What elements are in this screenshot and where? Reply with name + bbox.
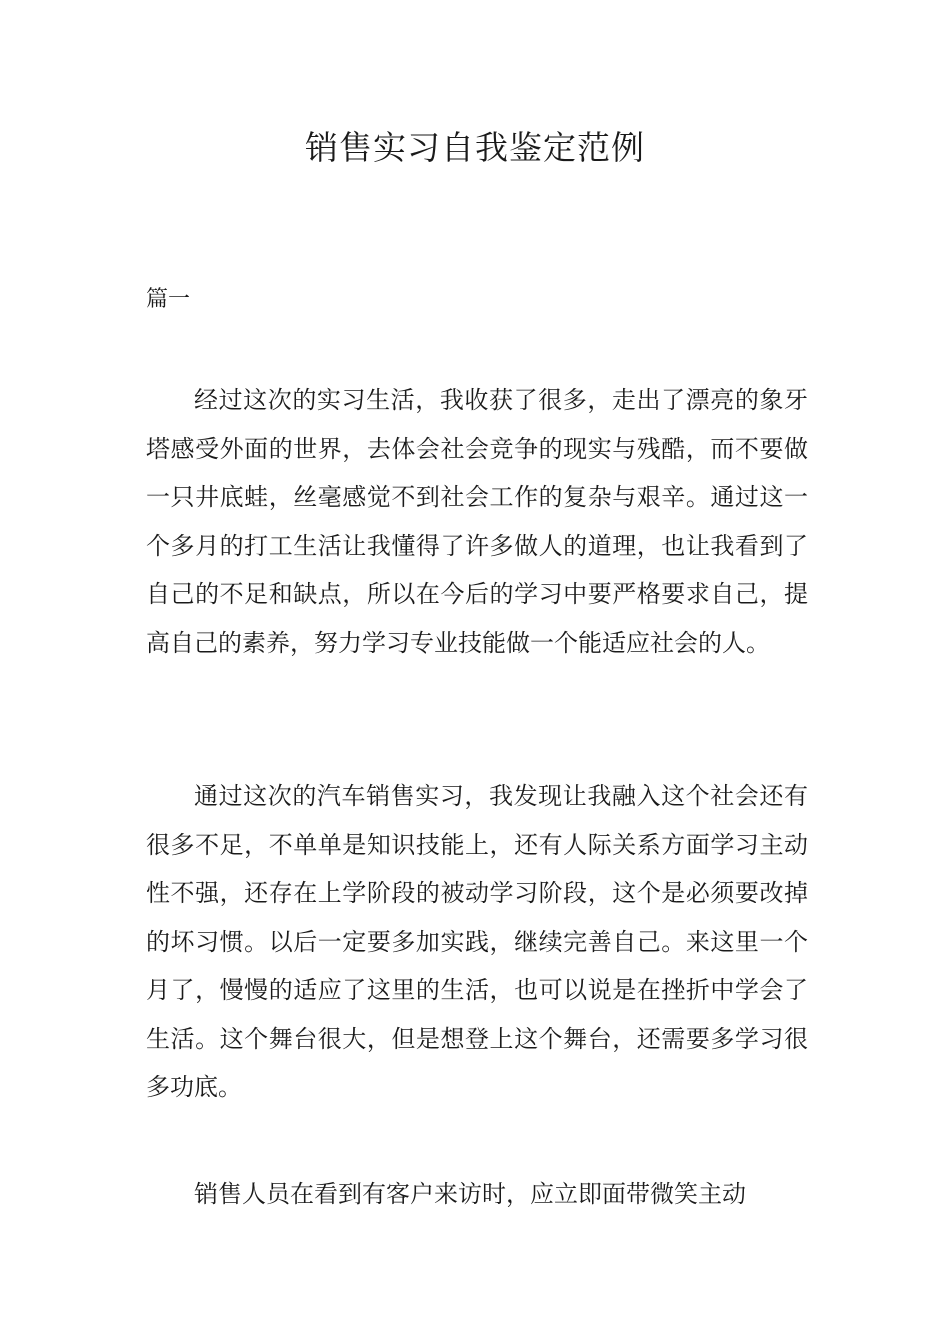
section-label: 篇一 [146, 287, 191, 312]
paragraph-2: 通过这次的汽车销售实习，我发现让我融入这个社会还有很多不足，不单单是知识技能上，还有人际关系方面学习主动性不强，还存在上学阶段的被动学习阶段，这个是必须要改掉的坏习惯。以后一定要多加实践，继续完善自己。来这里一个月了，慢慢的适应了这里的生活，也可以说是在挫折中学会了生活。这个舞台很大，但是想登上这个舞台，还需要多学习很多功底。 [146, 782, 808, 1101]
paragraph-3: 销售人员在看到有客户来访时，应立即面带微笑主动 [194, 1180, 746, 1208]
document-title: 销售实习自我鉴定范例 [305, 128, 645, 167]
paragraph-1: 经过这次的实习生活，我收获了很多，走出了漂亮的象牙塔感受外面的世界，去体会社会竞争的现实与残酷，而不要做一只井底蛙，丝毫感觉不到社会工作的复杂与艰辛。通过这一个多月的打工生活让我懂得了许多做人的道理，也让我看到了自己的不足和缺点，所以在今后的学习中要严格要求自己，提高自己的素养，努力学习专业技能做一个能适应社会的人。 [146, 386, 808, 657]
